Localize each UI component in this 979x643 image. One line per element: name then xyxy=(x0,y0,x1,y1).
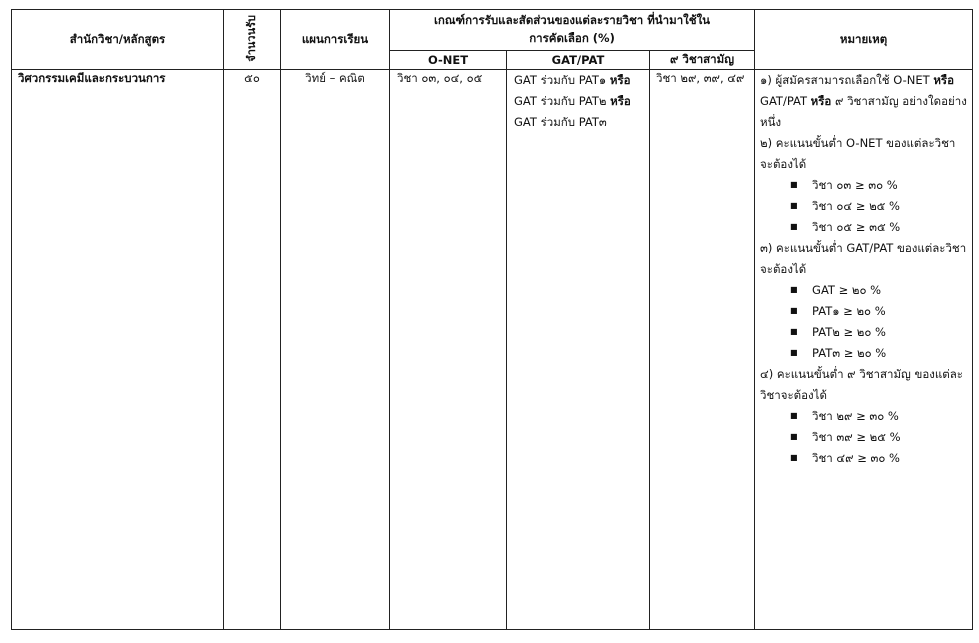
header-9subj: ๙ วิชาสามัญ xyxy=(650,51,755,70)
onet-subjects: วิชา ๐๓, ๐๔, ๐๕ xyxy=(390,70,507,630)
remark-3: ๓) คะแนนขั้นต่ำ GAT/PAT ของแต่ละวิชาจะต้องได้ xyxy=(760,241,967,276)
remark-1: ๑) ผู้สมัครสามารถเลือกใช้ O-NET หรือ GAT/PAT หรือ ๙ วิชาสามัญ อย่างใดอย่างหนึ่ง xyxy=(760,73,967,129)
header-criteria: เกณฑ์การรับและสัดส่วนของแต่ละรายวิชา ที่นำมาใช้ในการคัดเลือก (%) xyxy=(390,10,755,51)
list-item: ■ วิชา ๓๙ ≥ ๒๕ % xyxy=(790,427,968,448)
list-item: ■ วิชา ๐๔ ≥ ๒๕ % xyxy=(790,196,968,217)
list-item: ■ GAT ≥ ๒๐ % xyxy=(790,280,968,301)
list-item: ■ วิชา ๐๓ ≥ ๓๐ % xyxy=(790,175,968,196)
list-item: ■ PAT๓ ≥ ๒๐ % xyxy=(790,343,968,364)
header-gatpat: GAT/PAT xyxy=(507,51,650,70)
gatpat-line: GAT ร่วมกับ PAT๑ หรือ xyxy=(514,73,631,87)
list-item: ■ PAT๑ ≥ ๒๐ % xyxy=(790,301,968,322)
header-faculty: สำนักวิชา/หลักสูตร xyxy=(12,10,224,70)
list-item: ■ วิชา ๒๙ ≥ ๓๐ % xyxy=(790,406,968,427)
header-onet: O-NET xyxy=(390,51,507,70)
remarks-cell xyxy=(755,70,973,630)
list-item: ■ วิชา ๐๕ ≥ ๓๕ % xyxy=(790,217,968,238)
list-item: ■ วิชา ๔๙ ≥ ๓๐ % xyxy=(790,448,968,469)
program-name: วิศวกรรมเคมีและกระบวนการ xyxy=(12,70,224,630)
gatpat-line: GAT ร่วมกับ PAT๒ หรือ xyxy=(514,94,631,108)
onet-min-list xyxy=(760,175,968,238)
nine-subjects: วิชา ๒๙, ๓๙, ๔๙ xyxy=(650,70,755,630)
quota-value: ๕๐ xyxy=(224,70,281,630)
table-row xyxy=(12,70,973,630)
list-item: ■ PAT๒ ≥ ๒๐ % xyxy=(790,322,968,343)
admission-criteria-table xyxy=(11,9,973,630)
remark-2: ๒) คะแนนขั้นต่ำ O-NET ของแต่ละวิชาจะต้องได้ xyxy=(760,136,956,171)
header-plan: แผนการเรียน xyxy=(281,10,390,70)
study-plan: วิทย์ – คณิต xyxy=(281,70,390,630)
header-remarks: หมายเหตุ xyxy=(755,10,973,70)
gatpat-line: GAT ร่วมกับ PAT๓ xyxy=(514,115,607,129)
header-quota-label: จำนวนรับ xyxy=(245,14,258,62)
nine-subj-min-list xyxy=(760,406,968,469)
header-quota xyxy=(224,10,281,70)
remark-4: ๔) คะแนนขั้นต่ำ ๙ วิชาสามัญ ของแต่ละวิชาจะต้องได้ xyxy=(760,367,963,402)
gatpat-options xyxy=(507,70,650,630)
gatpat-min-list xyxy=(760,280,968,364)
